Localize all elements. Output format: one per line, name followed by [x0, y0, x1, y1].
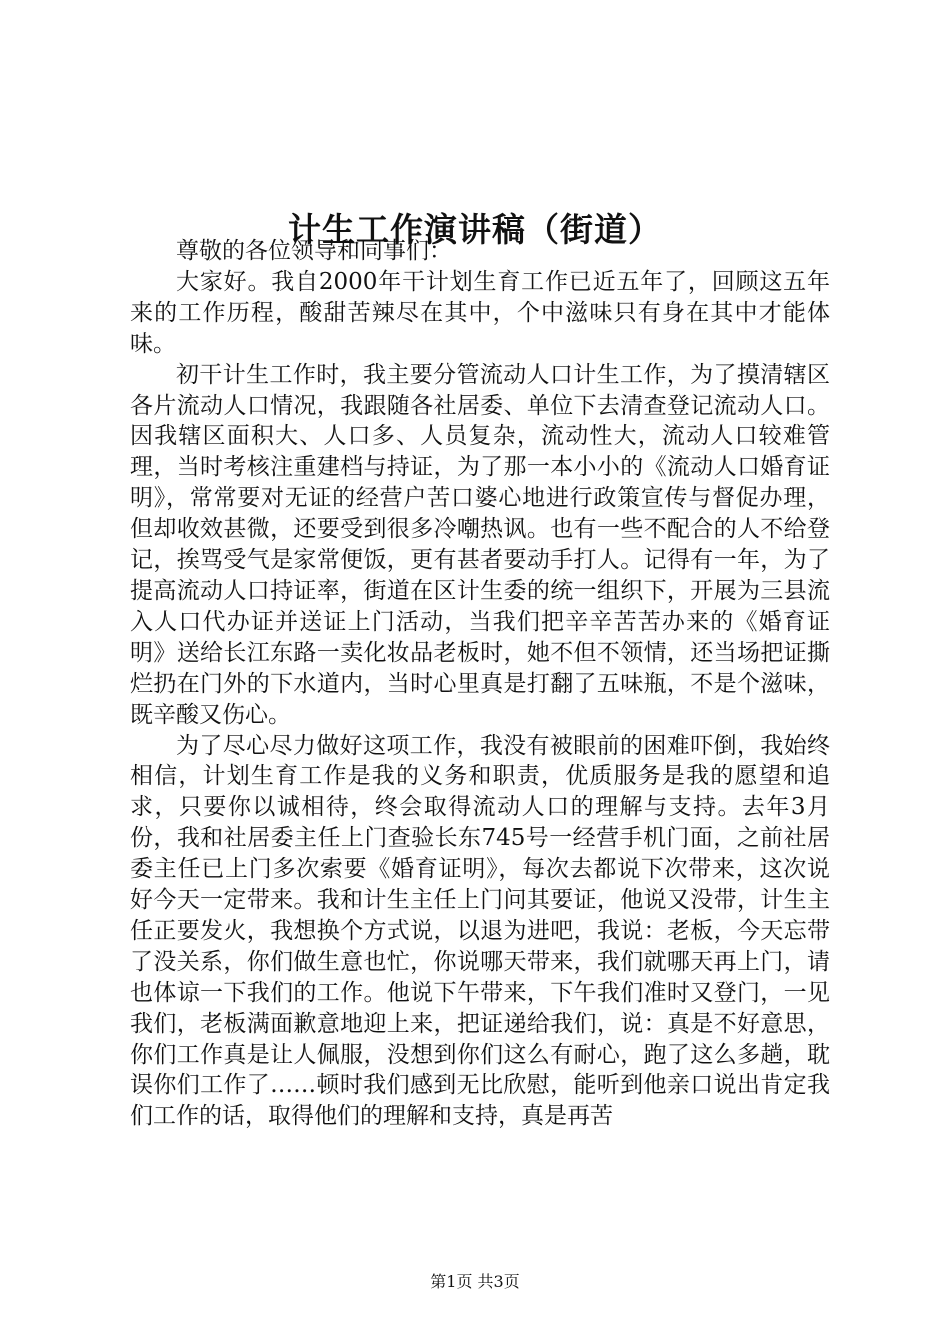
- paragraph: 为了尽心尽力做好这项工作，我没有被眼前的困难吓倒，我始终相信，计划生育工作是我的义务和职责，优质服务是我的愿望和追求，只要你以诚相待，终会取得流动人口的理解与支持。去年3月份，我和社居委主任上门查验长东745号一经营手机门面，之前社居委主任已上门多次索要《婚育证明》，每次去都说下次带来，这次说好今天一定带来。我和计生主任上门问其要证，他说又没带，计生主任正要发火，我想换个方式说，以退为进吧，我说：老板，今天忘带了没关系，你们做生意也忙，你说哪天带来，我们就哪天再上门，请也体谅一下我们的工作。他说下午带来，下午我们准时又登门，一见我们，老板满面歉意地迎上来，把证递给我们，说：真是不好意思，你们工作真是让人佩服，没想到你们这么有耐心，跑了这么多趟，耽误你们工作了……顿时我们感到无比欣慰，能听到他亲口说出肯定我们工作的话，取得他们的理解和支持，真是再苦: [130, 732, 830, 1130]
- page-title: 计生工作演讲稿（街道）: [288, 210, 662, 250]
- paragraph: 初干计生工作时，我主要分管流动人口计生工作，为了摸清辖区各片流动人口情况，我跟随各社居委、单位下去清查登记流动人口。因我辖区面积大、人口多、人员复杂，流动性大，流动人口较难管理，当时考核注重建档与持证，为了那一本小小的《流动人口婚育证明》，常常要对无证的经营户苦口婆心地进行政策宣传与督促办理，但却收效甚微，还要受到很多冷嘲热讽。也有一些不配合的人不给登记，挨骂受气是家常便饭，更有甚者要动手打人。记得有一年，为了提高流动人口持证率，街道在区计生委的统一组织下，开展为三县流入人口代办证并送证上门活动，当我们把辛辛苦苦办来的《婚育证明》送给长江东路一卖化妆品老板时，她不但不领情，还当场把证撕烂扔在门外的下水道内，当时心里真是打翻了五味瓶，不是个滋味，既辛酸又伤心。: [130, 361, 830, 728]
- paragraph: 大家好。我自2000年干计划生育工作已近五年了，回顾这五年来的工作历程，酸甜苦辣尽在其中，个中滋味只有身在其中才能体味。: [130, 268, 830, 357]
- document-body: [130, 236, 830, 1132]
- salutation: 尊敬的各位领导和同事们：: [176, 238, 452, 264]
- page-number: 第1页 共3页: [430, 1272, 520, 1291]
